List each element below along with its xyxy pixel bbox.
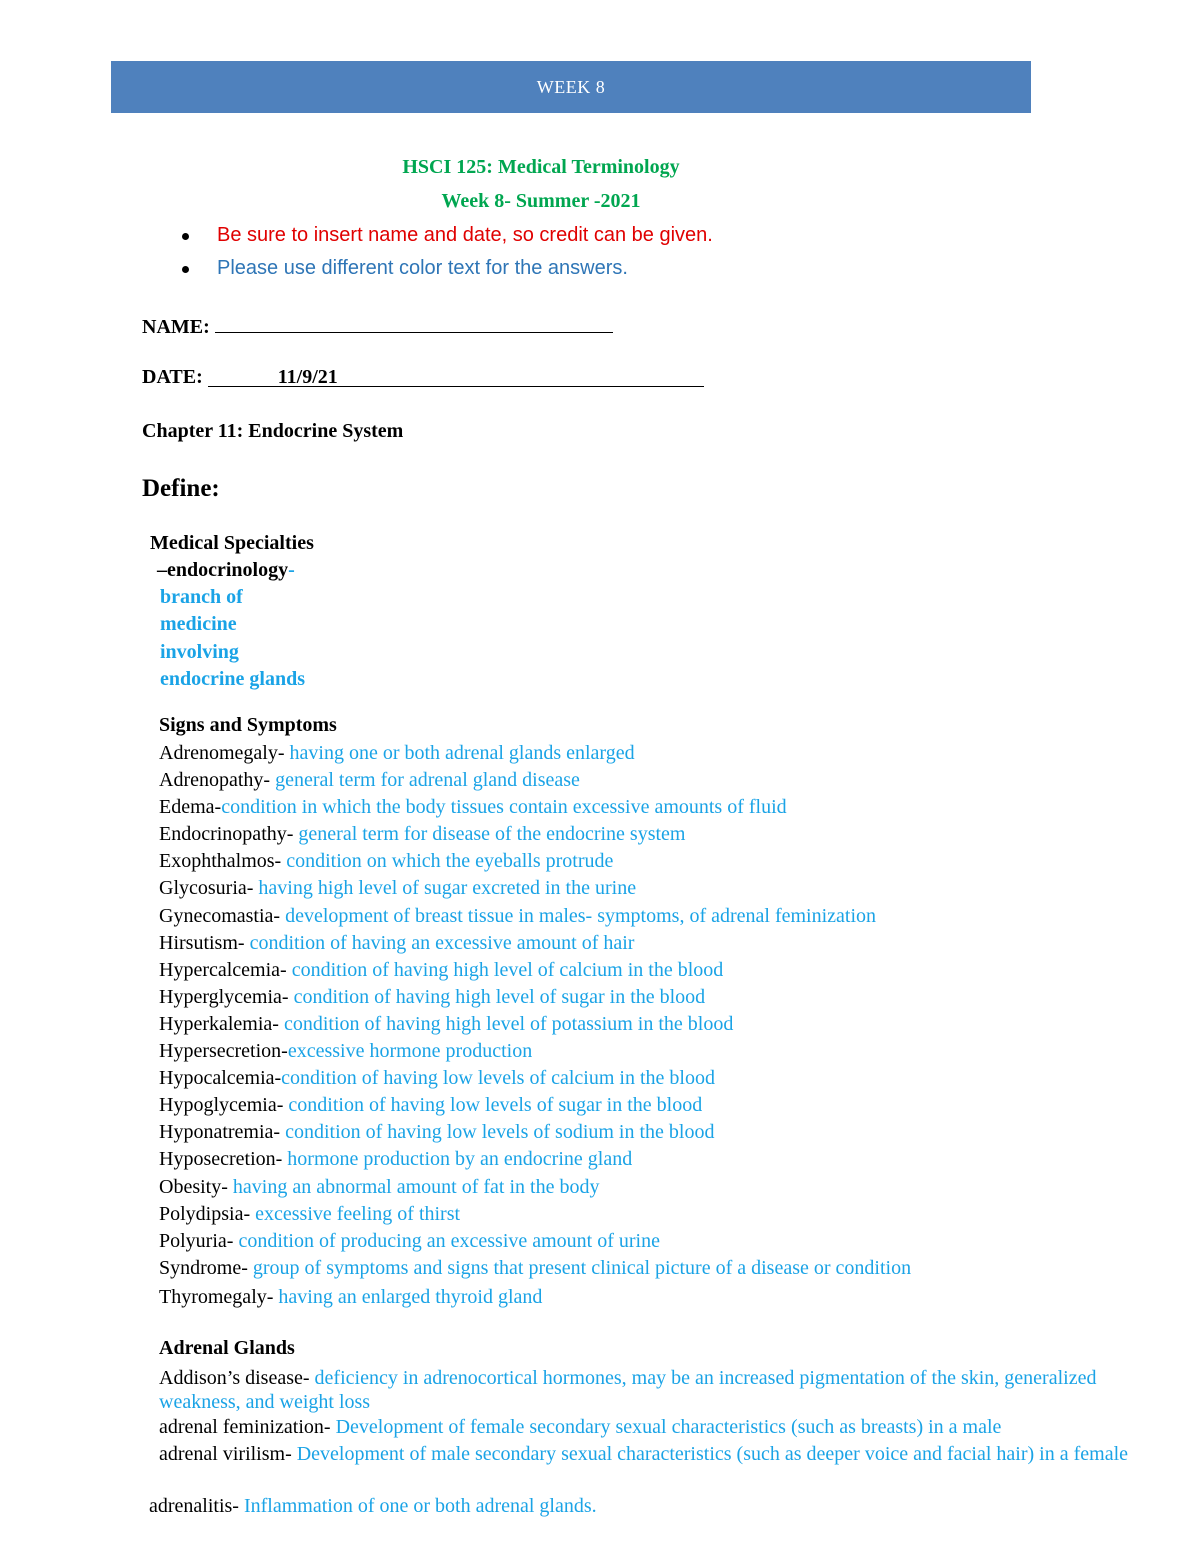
list-item: [159, 1011, 911, 1038]
term: Exophthalmos-: [159, 850, 287, 873]
term: Hyperglycemia-: [159, 985, 294, 1008]
definition: group of symptoms and signs that present clinical picture of a disease or condition: [252, 1256, 912, 1279]
name-field: [142, 312, 613, 339]
definition: hormone production by an endocrine gland: [287, 1148, 633, 1171]
list-item: [159, 848, 911, 875]
term: Polydipsia-: [159, 1202, 256, 1225]
definition: having an abnormal amount of fat in the body: [232, 1175, 600, 1198]
definition: condition of having low levels of sodium in the blood: [285, 1121, 715, 1144]
list-item: [149, 1494, 1149, 1518]
term: Hyposecretion-: [159, 1148, 288, 1171]
definition: development of breast tissue in males- symptoms, of adrenal feminization: [285, 904, 877, 927]
definition: having high level of sugar excreted in the urine: [258, 877, 637, 900]
list-item: [159, 767, 911, 794]
term: Glycosuria-: [159, 877, 259, 900]
term: Hyponatremia-: [159, 1121, 286, 1144]
specialty-term: [157, 559, 295, 582]
chapter-heading: Chapter 11: Endocrine System: [142, 420, 404, 442]
list-item: [159, 1092, 911, 1119]
list-item: [159, 1146, 911, 1173]
term: Endocrinopathy-: [159, 823, 299, 846]
name-label: NAME:: [142, 316, 210, 338]
term: Hirsutism-: [159, 931, 250, 954]
term: Adrenopathy-: [159, 769, 276, 792]
definition: Development of female secondary sexual characteristics (such as breasts) in a male: [335, 1416, 1002, 1438]
term: Obesity-: [159, 1175, 233, 1198]
list-item: [159, 1228, 911, 1255]
term: Hypercalcemia-: [159, 958, 292, 981]
term: adrenal virilism-: [159, 1443, 297, 1465]
date-field: [142, 366, 704, 389]
list-item: [159, 957, 911, 984]
list-item: [159, 1415, 1179, 1439]
term: adrenal feminization-: [159, 1416, 336, 1438]
date-blank[interactable]: [208, 366, 704, 387]
specialty-answer-line: endocrine glands: [160, 668, 306, 690]
specialty-dash: -: [288, 559, 295, 581]
definition: excessive feeling of thirst: [255, 1202, 461, 1225]
term: Polyuria-: [159, 1229, 239, 1252]
term: Hypersecretion-: [159, 1040, 288, 1063]
list-item: [159, 1119, 911, 1146]
term: Hypoglycemia-: [159, 1094, 289, 1117]
list-item: [159, 1366, 1159, 1414]
definition: Development of male secondary sexual characteristics (such as deeper voice and facial hair) in a female: [296, 1443, 1129, 1465]
week-header-bar: [111, 61, 1031, 113]
specialty-answer-line: involving: [160, 641, 239, 663]
list-item: [159, 1038, 911, 1065]
instruction-text: Please use different color text for the answers.: [217, 257, 628, 279]
definition: deficiency in adrenocortical hormones, may be an increased pigmentation of the skin, generalized weakness, and weight loss: [159, 1367, 1097, 1413]
list-item: [159, 794, 911, 821]
bullet-icon: [182, 266, 189, 273]
term: Adrenomegaly-: [159, 742, 290, 764]
list-item: [159, 875, 911, 902]
specialty-answer-line: medicine: [160, 613, 237, 635]
list-item: [159, 1174, 911, 1201]
specialty-term-text: –endocrinology: [157, 559, 289, 581]
list-item: [159, 1255, 911, 1282]
term: Hyperkalemia-: [159, 1012, 284, 1035]
definition: condition in which the body tissues contain excessive amounts of fluid: [221, 796, 787, 819]
definition: condition of having high level of sugar in the blood: [293, 985, 706, 1008]
list-item: [159, 821, 911, 848]
list-item: [159, 740, 911, 767]
signs-list: [159, 740, 911, 1311]
bullet-icon: [182, 233, 189, 240]
term: adrenalitis-: [149, 1495, 244, 1517]
list-item: [159, 1284, 911, 1311]
term: Hypocalcemia-: [159, 1067, 282, 1090]
term: Thyromegaly-: [159, 1285, 279, 1308]
definition: condition of having low levels of calcium in the blood: [281, 1067, 715, 1090]
adrenal-heading: Adrenal Glands: [159, 1337, 295, 1359]
specialties-heading: Medical Specialties: [150, 532, 314, 554]
list-item: [159, 1442, 1149, 1466]
definition: general term for disease of the endocrine system: [298, 823, 686, 846]
term: Syndrome-: [159, 1256, 253, 1279]
signs-heading: Signs and Symptoms: [159, 714, 337, 736]
definition: condition of having low levels of sugar in the blood: [288, 1094, 703, 1117]
definition: condition of having high level of calcium in the blood: [291, 958, 724, 981]
specialty-answer-line: branch of: [160, 586, 243, 608]
term: Gynecomastia-: [159, 904, 286, 927]
definition: having one or both adrenal glands enlarged: [289, 742, 635, 764]
definition: excessive hormone production: [287, 1040, 533, 1063]
term: Edema-: [159, 796, 222, 819]
list-item: [159, 1201, 911, 1228]
name-blank[interactable]: [215, 312, 613, 333]
list-item: [159, 984, 911, 1011]
date-value: 11/9/21: [277, 366, 338, 388]
list-item: [159, 903, 911, 930]
list-item: [159, 930, 911, 957]
date-label: DATE:: [142, 366, 203, 388]
define-heading: Define:: [142, 475, 220, 502]
term-title: Week 8- Summer -2021: [441, 190, 641, 212]
definition: condition of having high level of potassium in the blood: [283, 1012, 734, 1035]
instruction-text: Be sure to insert name and date, so credit can be given.: [217, 224, 713, 246]
definition: having an enlarged thyroid gland: [278, 1285, 543, 1308]
definition: condition on which the eyeballs protrude: [286, 850, 614, 873]
definition: Inflammation of one or both adrenal glands.: [243, 1495, 597, 1517]
course-title: HSCI 125: Medical Terminology: [402, 156, 680, 178]
definition: condition of producing an excessive amount of urine: [238, 1229, 660, 1252]
list-item: [159, 1065, 911, 1092]
definition: general term for adrenal gland disease: [275, 769, 580, 792]
definition: condition of having an excessive amount of hair: [249, 931, 635, 954]
week-label: WEEK 8: [536, 76, 606, 97]
term: Addison’s disease-: [159, 1367, 315, 1389]
